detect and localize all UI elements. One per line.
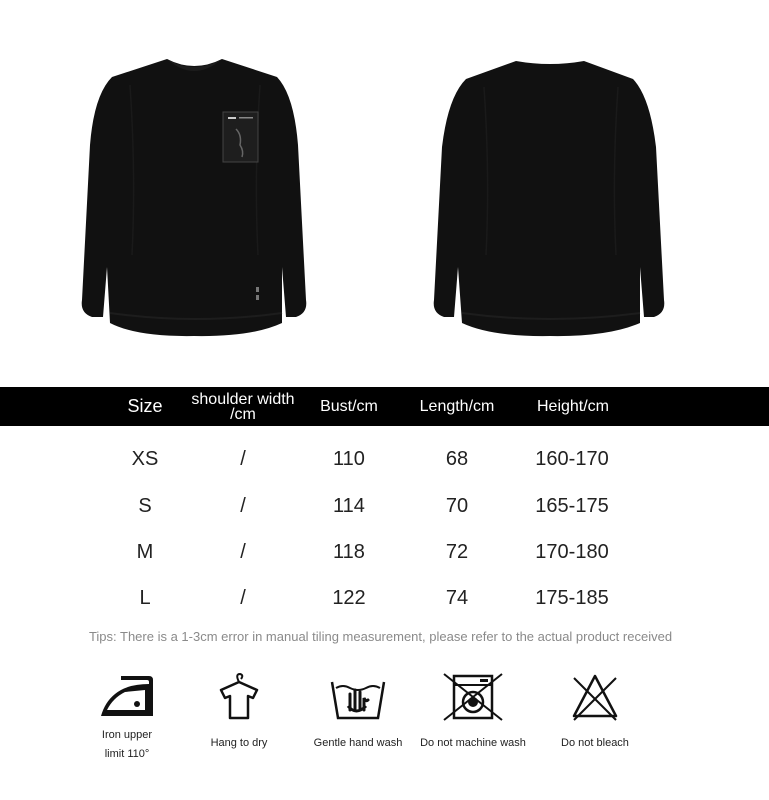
header-bust: Bust/cm: [320, 398, 378, 415]
iron-label-line1: Iron upper: [101, 729, 153, 741]
hang-label: Hang to dry: [210, 737, 268, 749]
size-table-header: [0, 387, 769, 426]
cell-size: XS: [131, 447, 159, 470]
cell-shoulder: /: [240, 586, 246, 609]
iron-icon: [97, 672, 157, 720]
cell-size: M: [136, 540, 154, 563]
measurement-tips: Tips: There is a 1-3cm error in manual tiling measurement, please refer to the actual product received: [88, 629, 673, 644]
table-row: [0, 532, 769, 572]
cell-size: L: [139, 586, 151, 609]
header-height: Height/cm: [536, 398, 610, 415]
hand-wash-label: Gentle hand wash: [313, 737, 403, 749]
table-row: [0, 578, 769, 618]
care-item-iron: [88, 672, 166, 764]
cell-bust: 114: [333, 494, 365, 517]
cell-length: 74: [445, 586, 469, 609]
cell-height: 170-180: [535, 540, 609, 563]
no-bleach-label: Do not bleach: [561, 737, 629, 749]
care-item-hand-wash: [306, 672, 410, 753]
hand-wash-icon: [328, 672, 388, 722]
cell-length: 68: [445, 447, 469, 470]
cell-height: 165-175: [535, 494, 609, 517]
header-size: Size: [127, 396, 163, 416]
table-row: [0, 486, 769, 526]
sweatshirt-back-image: [428, 55, 673, 340]
care-item-no-bleach: [550, 672, 640, 753]
care-item-hang: [198, 672, 280, 753]
header-length: Length/cm: [419, 398, 495, 415]
no-bleach-icon: [570, 672, 620, 722]
cell-height: 175-185: [535, 586, 609, 609]
no-machine-wash-icon: [440, 672, 506, 722]
cell-length: 72: [445, 540, 469, 563]
table-row: [0, 439, 769, 479]
cell-shoulder: /: [240, 447, 246, 470]
no-machine-wash-label: Do not machine wash: [420, 737, 526, 749]
cell-bust: 122: [332, 586, 366, 609]
product-photos: [0, 0, 769, 380]
cell-shoulder: /: [240, 494, 246, 517]
cell-height: 160-170: [535, 447, 609, 470]
cell-size: S: [138, 494, 152, 517]
cell-bust: 110: [333, 447, 365, 470]
sweatshirt-front-image: [72, 55, 317, 340]
hanger-icon: [215, 672, 263, 722]
cell-length: 70: [445, 494, 469, 517]
header-shoulder-width: shoulder width /cm: [191, 390, 295, 423]
cell-bust: 118: [333, 540, 365, 563]
iron-label-line2: limit 110°: [104, 748, 150, 760]
cell-shoulder: /: [240, 540, 246, 563]
care-item-no-machine-wash: [412, 672, 534, 753]
